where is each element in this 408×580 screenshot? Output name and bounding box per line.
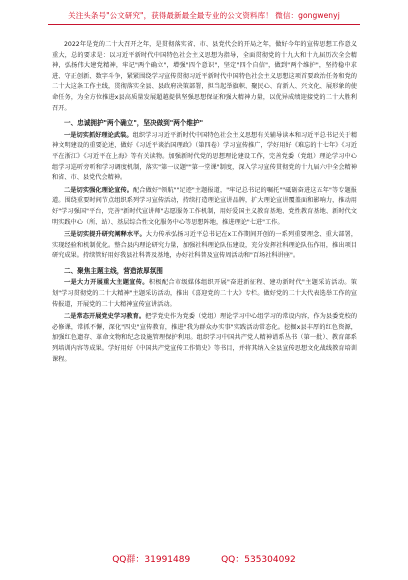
page-header [0,0,408,28]
section-1-item-2-lead: 二是切实强化理论宣传。 [64,186,134,194]
section-1-item-1-body: 组织学习习近平新时代中国特色社会主义思想有关辅导读本和习近平总书记关于精神文明建设的重要论述，做好《习近平谈治国理政》（第四卷）学习宣传推广，学好用好《难忘的十七年》《习近平在浙江》《习近平在上海》等有关读物。加强新时代党的思想理论建设工作，完善党委（党组）理论学习中心组学习巡听旁听和学习调度机制，落实"第一议题""第一堂课"制度，深入学习宣传贯彻党的十九届六中全会精神和省、市、县党代会精神。 [52,131,358,182]
section-1-item-3 [52,230,357,262]
section-1-item-2 [52,186,357,228]
section-2-item-2 [52,312,357,365]
section-1-heading: 一、忠诚拥护"两个确立"，坚决做到"两个维护" [64,119,204,128]
section-1-item-3-body: 大力传承弘扬习近平总书记在x工作期间开创的一系列重要理念、重大部署，实现经验和机制优化。整合县内理论研究力量，加强社科理论队伍建设，充分发挥社科理论队伍作用，推出项目研究成果。持续管好用好我县社科普及基地，办好社科普及宣传周活动和"百场社科讲座"。 [52,231,358,260]
page-footer [0,552,408,565]
section-2-heading: 二、聚焦主题主线，营造浓厚氛围 [64,266,163,275]
section-2-item-1 [52,278,357,310]
section-2-item-2-body: 把学党史作为党委（党组）理论学习中心组学习的常设内容，作为县委党校的必修课，常抓不懈，深化"四史"宣传教育，推进"我为群众办实事"实践活动常态化。挖掘x县丰厚的红色资源，加强红色遗存、革命文物和纪念设施管理保护利用。组织学习中国共产党人精神谱系丛书（第一批）、教育部系列培训内容等成果。学好用好《中国共产党宣传工作简史》等书目，并将其纳入全县宣传思想文化战线教育培训课程。 [52,313,358,363]
section-1-item-3-lead: 三是切实提升研究阐释水平。 [64,231,146,239]
section-1-item-2-body: 配合做好"领航""足迹"主题报道，"牢记总书记的嘱托""砥砺奋进这五年"等专题报道。围绕重要时间节点组织系列学习宣传活动，持续打造理论宣讲品牌，扩大理论宣讲覆盖面和影响力，推动用好"学习强国"平台，完善"新时代宣讲师"志愿服务工作机制，用好爱国主义教育基地、党性教育基地、新时代文明实践中心（所、站）、基层综合性文化服务中心等思想阵地，推进理论"七进"工作。 [52,186,357,226]
section-1-item-1 [52,131,357,184]
intro-paragraph: 2022年是党的二十大召开之年，是贯彻落实省、市、县党代会的开局之年，做好今年的宣传思想工作意义重大，总的要求是：以习近平新时代中国特色社会主义思想为指导，全面贯彻党的十九大和十九届历次全会精神，弘扬伟大建党精神，牢记"两个确立"，增强"四个意识"，坚定"四个自信"，做到"两个维护"，坚持稳中求进、守正创新、数字斗争，紧紧围绕学习宣传贯彻习近平新时代中国特色社会主义思想这项首要政治任务和党的二十大这条工作主线，贯彻落实全县、县政府决策部署，担当起举旗帜、聚民心、育新人、兴文化、展形象的使命任务，为全方位推进x县高质量发展超越提供坚强思想保证和强大精神力量，以优异成绩迎接党的二十大胜利召开。 [52,41,357,112]
document-body [52,40,357,365]
section-1-item-1-lead: 一是切实抓好理论武装。 [64,131,133,139]
header-divider [48,24,360,25]
section-2-item-2-lead: 二是常态开展党史学习教育。 [64,313,146,321]
section-2-item-1-body: 积极配合市级媒体组织开展"奋进新征程、建功新时代"主题采访活动。策划"学习贯彻党的二十大精神"主题采访活动，推出《喜迎党的二十大》专栏。做好党的二十大代表选举工作的宣传报道，开展党的二十大精神宣传宣讲活动。 [52,279,357,308]
footer-qq-contact: QQ：535304092 [221,555,296,565]
footer-qq-group: QQ群：31991489 [112,555,191,565]
header-banner-text: 关注头条号"公文研究"，获得最新最全最专业的公文资料库！ 微信：gongwenyj [68,11,340,20]
section-2-item-1-lead: 一是大力开展重大主题宣传。 [64,279,149,287]
